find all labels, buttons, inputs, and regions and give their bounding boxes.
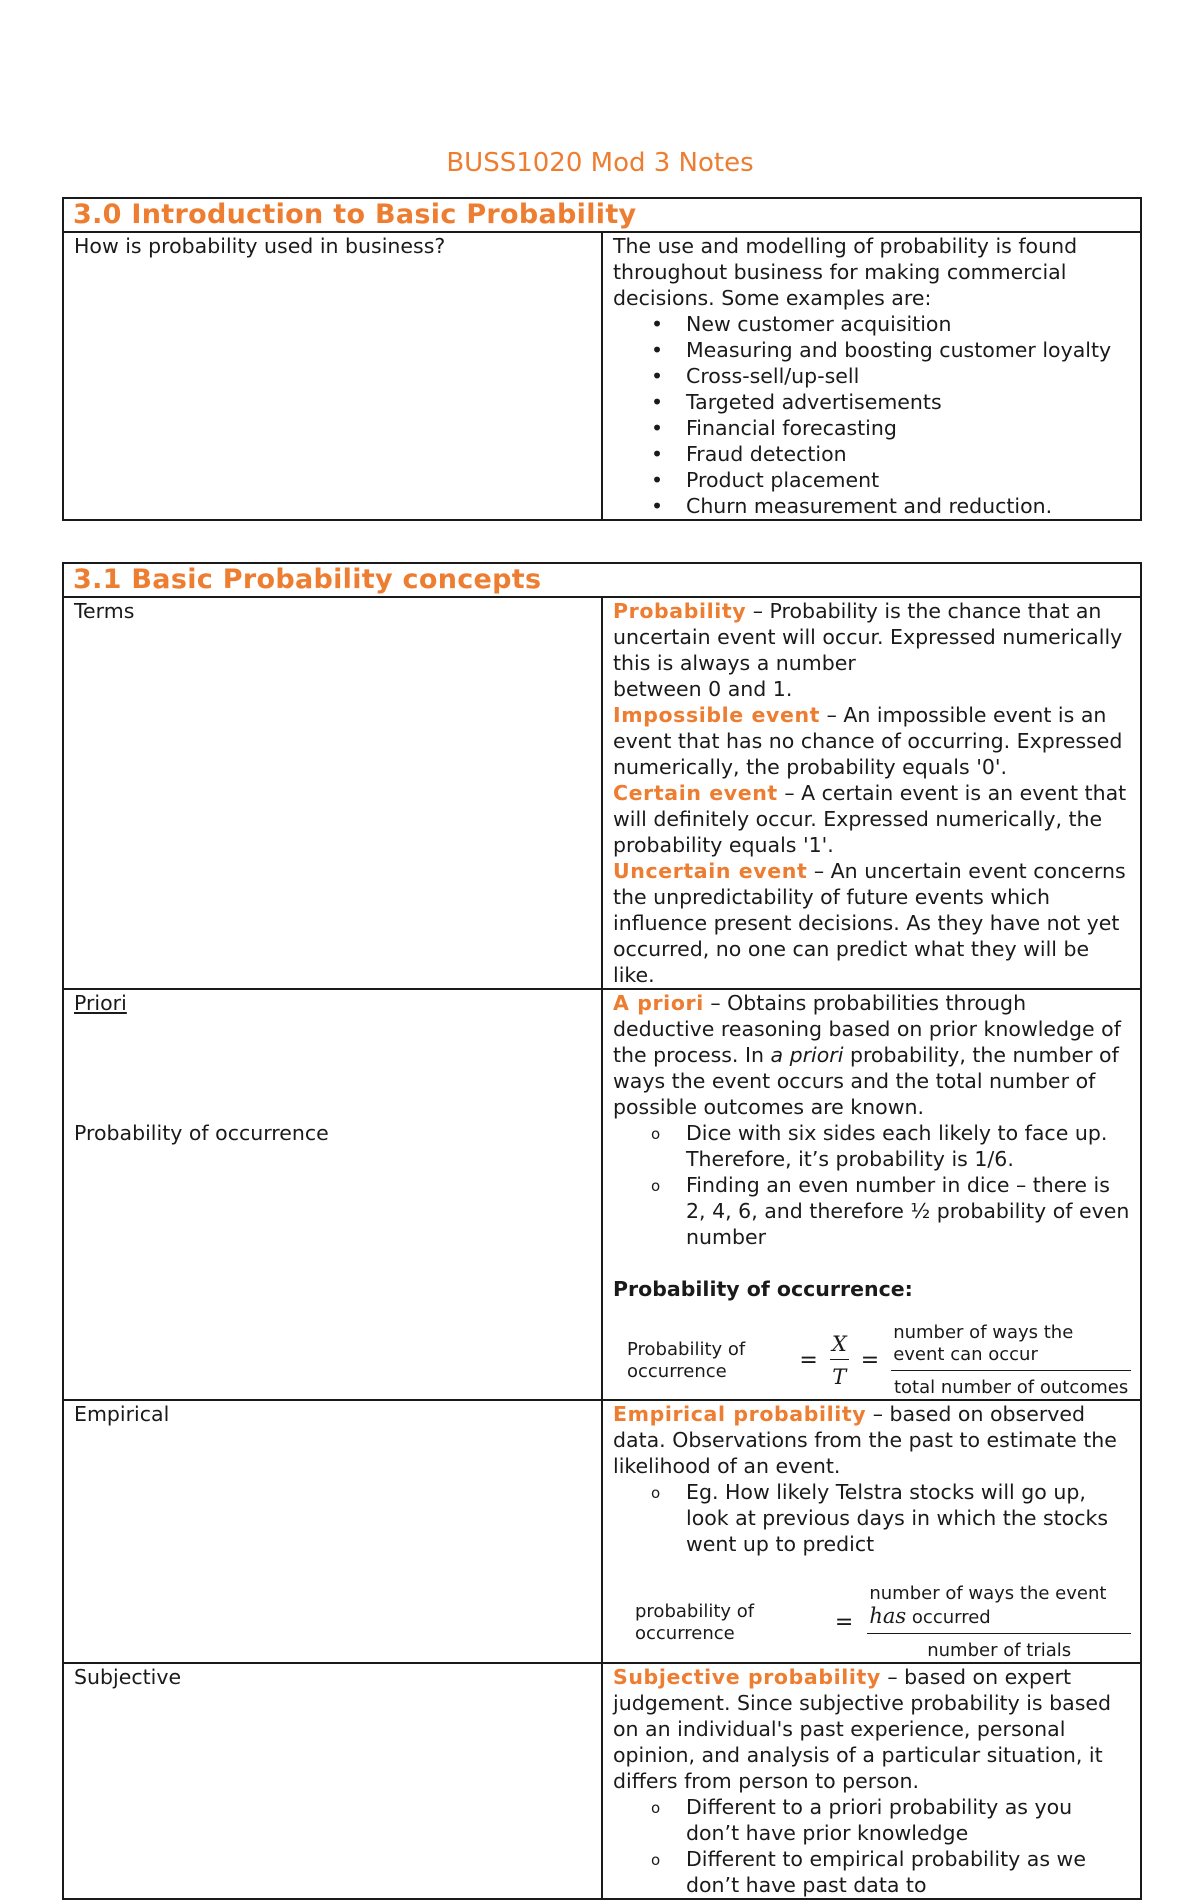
term-name: Certain event — [613, 781, 778, 805]
formula-t: T — [832, 1365, 847, 1389]
subjective-examples-list — [613, 1794, 1131, 1898]
term-impossible-event — [613, 702, 1131, 780]
formula-denominator: total number of outcomes — [893, 1377, 1129, 1398]
list-item: o Dice with six sides each likely to face up. Therefore, it’s probability is 1/6. — [686, 1120, 1131, 1172]
term-name: Empirical probability — [613, 1402, 867, 1426]
term-definition: – based on expert judgement. Since subjective probability is based on an individual's past experience, personal opinion, and analysis of a particular situation, it differs from person to person. — [613, 1665, 1111, 1793]
list-item: • Product placement — [686, 467, 1131, 493]
empirical-label: Empirical — [63, 1400, 602, 1663]
term-name: Impossible event — [613, 703, 821, 727]
list-item: • Financial forecasting — [686, 415, 1131, 441]
list-item: o Different to empirical probability as we don’t have past data to — [686, 1846, 1131, 1898]
numerator-part: number of ways the event — [869, 1583, 1107, 1604]
term-definition: – A certain event is an event that will definitely occur. Expressed numerically, the probability equals '1'. — [613, 781, 1127, 857]
formula-lhs: Probability of occurrence — [627, 1338, 746, 1382]
subjective-label: Subjective — [63, 1663, 602, 1899]
term-uncertain-event — [613, 858, 1131, 988]
term-definition: – Probability is the chance that an uncertain event will occur. Expressed numerically this is always a number — [613, 599, 1123, 675]
list-item: • Measuring and boosting customer loyalty — [686, 337, 1131, 363]
priori-cell — [602, 989, 1141, 1400]
term-definition: – based on observed data. Observations from the past to estimate the likelihood of an event. — [613, 1402, 1117, 1478]
term-name: Probability — [613, 599, 747, 623]
numerator-has: has — [869, 1604, 907, 1628]
formula-x: X — [830, 1333, 849, 1360]
formula-lhs: probability of occurrence — [635, 1600, 755, 1644]
subjective-cell — [602, 1663, 1141, 1899]
empirical-cell — [602, 1400, 1141, 1663]
business-examples-list — [613, 311, 1131, 519]
subjective-definition — [613, 1664, 1131, 1794]
empirical-definition — [613, 1401, 1131, 1479]
priori-text-italic: a priori — [770, 1043, 844, 1067]
list-item: • New customer acquisition — [686, 311, 1131, 337]
document-title: BUSS1020 Mod 3 Notes — [446, 148, 754, 178]
list-item: • Fraud detection — [686, 441, 1131, 467]
priori-label-cell — [63, 989, 602, 1400]
ways-over-trials-fraction — [867, 1583, 1131, 1662]
term-name: Subjective probability — [613, 1665, 881, 1689]
probability-of-occurrence-label: Probability of occurrence — [74, 1121, 329, 1145]
business-question-label: How is probability used in business? — [63, 232, 602, 520]
terms-label: Terms — [63, 597, 602, 989]
formula-equals: = — [834, 1609, 854, 1635]
formula-equals: = — [860, 1347, 880, 1373]
formula-numerator — [867, 1583, 1131, 1634]
list-item: • Cross-sell/up-sell — [686, 363, 1131, 389]
list-item: o Different to a priori probability as you don’t have prior knowledge — [686, 1794, 1131, 1846]
term-definition: – An uncertain event concerns the unpredictability of future events which influence present decisions. As they have not yet occurred, no one can predict what they will be like. — [613, 859, 1126, 987]
term-definition: – An impossible event is an event that has no chance of occurring. Expressed numerically, the probability equals '0'. — [613, 703, 1123, 779]
terms-cell — [602, 597, 1141, 989]
empirical-formula — [635, 1583, 1131, 1662]
priori-definition — [613, 990, 1131, 1120]
empirical-examples-list — [613, 1479, 1131, 1557]
a-priori-formula — [627, 1322, 1131, 1399]
ways-over-outcomes-fraction — [891, 1322, 1131, 1399]
term-probability-range: between 0 and 1. — [613, 677, 793, 701]
formula-denominator: number of trials — [927, 1640, 1072, 1661]
business-intro-text: The use and modelling of probability is found throughout business for making commercial decisions. Some examples are: — [613, 234, 1078, 310]
term-name: Uncertain event — [613, 859, 808, 883]
term-probability — [613, 598, 1131, 676]
list-item: o Finding an even number in dice – there is 2, 4, 6, and therefore ½ probability of even number — [686, 1172, 1131, 1250]
priori-text-b: probability, the number of ways the event occurs and the total number of possible outcomes are known. — [613, 1043, 1119, 1119]
term-certain-event — [613, 780, 1131, 858]
list-item: • Churn measurement and reduction. — [686, 493, 1131, 519]
list-item: o Eg. How likely Telstra stocks will go up, look at previous days in which the stocks went up to predict — [686, 1479, 1131, 1557]
list-item: • Targeted advertisements — [686, 389, 1131, 415]
priori-text-a: – Obtains probabilities through deductive reasoning based on prior knowledge of the process. In — [613, 991, 1121, 1067]
section-30-heading: 3.0 Introduction to Basic Probability — [63, 198, 1141, 232]
term-name: A priori — [613, 991, 704, 1015]
x-over-t-fraction — [830, 1333, 849, 1388]
section-30-table — [62, 197, 1142, 521]
probability-of-occurrence-heading: Probability of occurrence: — [613, 1277, 913, 1301]
business-uses-cell — [602, 232, 1141, 520]
section-31-table — [62, 562, 1142, 1900]
priori-label: Priori — [74, 991, 127, 1015]
formula-numerator: number of ways the event can occur — [891, 1322, 1131, 1371]
priori-examples-list — [613, 1120, 1131, 1250]
formula-equals: = — [799, 1347, 818, 1373]
section-31-heading: 3.1 Basic Probability concepts — [63, 563, 1141, 597]
numerator-part: occurred — [906, 1607, 991, 1628]
